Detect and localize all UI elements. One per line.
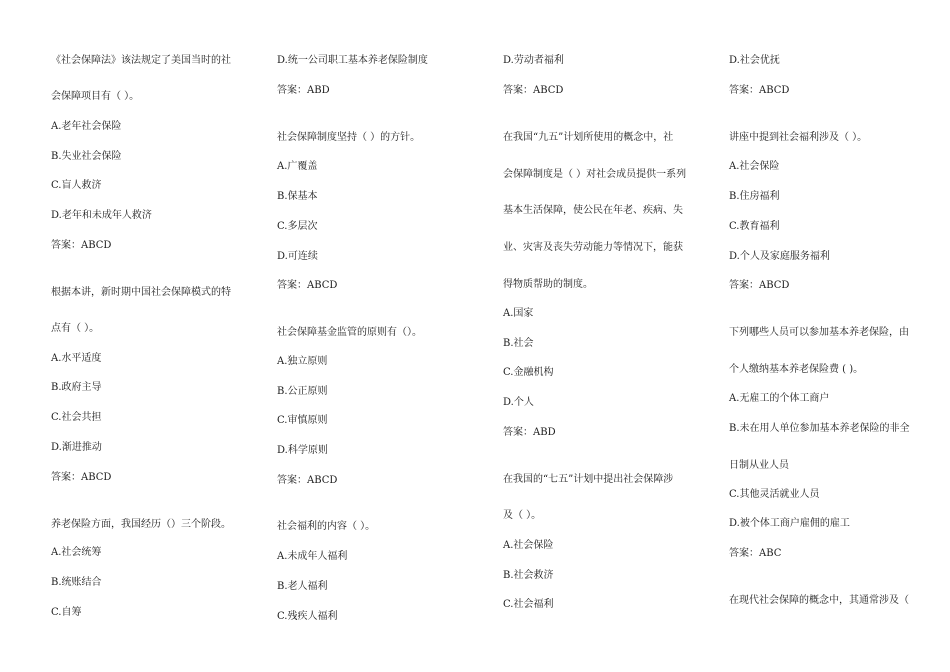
option-a: A.无雇工的个体工商户	[729, 393, 830, 404]
option-d: D.被个体工商户雇佣的雇工	[729, 518, 850, 529]
question-text: 及（ ）。	[503, 510, 542, 521]
answer: 答案：ABCD	[51, 240, 112, 251]
option-d: D.个人及家庭服务福利	[729, 251, 830, 262]
answer: 答案：ABC	[729, 548, 782, 559]
answer: 答案：ABD	[277, 85, 330, 96]
question-text: 根据本讲，新时期中国社会保障模式的特	[51, 287, 231, 298]
option-b: B.住房福利	[729, 191, 780, 202]
question-text: 点有（ ）。	[51, 323, 100, 334]
option-b: B.保基本	[277, 191, 318, 202]
option-a: A.水平适度	[51, 353, 102, 364]
option-c: C.社会共担	[51, 412, 102, 423]
question-text: 社会福利的内容（ ）。	[277, 521, 376, 532]
answer: 答案：ABCD	[277, 280, 338, 291]
option-a: A.社会统筹	[51, 547, 102, 558]
question-text: 社会保障基金监管的原则有（）。	[277, 327, 422, 338]
option-a: A.独立原则	[277, 356, 328, 367]
option-c: C.盲人救济	[51, 180, 102, 191]
option-d: D.渐进推动	[51, 442, 102, 453]
option-d: D.可连续	[277, 251, 318, 262]
answer: 答案：ABCD	[51, 472, 112, 483]
option-c: C.自筹	[51, 607, 82, 618]
question-text: 在现代社会保障的概念中，其通常涉及（	[729, 595, 909, 606]
question-text: 得物质帮助的制度。	[503, 279, 593, 290]
answer: 答案：ABD	[503, 427, 556, 438]
option-c: C.其他灵活就业人员	[729, 489, 820, 500]
option-b: B.社会	[503, 338, 534, 349]
option-a: A.广覆盖	[277, 161, 318, 172]
question-text: 养老保险方面，我国经历（）三个阶段。	[51, 519, 231, 530]
option-a: A.未成年人福利	[277, 551, 348, 562]
question-text: 在我国的“七五”计划中提出社会保障涉	[503, 474, 674, 485]
question-text: 业、灾害及丧失劳动能力等情况下，能获	[503, 242, 683, 253]
option-a: A.老年社会保险	[51, 121, 122, 132]
option-d: D.老年和未成年人救济	[51, 210, 152, 221]
question-text: 社会保障制度坚持（ ）的方针。	[277, 132, 421, 143]
option-a: A.社会保险	[729, 161, 780, 172]
answer: 答案：ABCD	[503, 85, 564, 96]
option-b: B.统账结合	[51, 577, 102, 588]
answer: 答案：ABCD	[729, 85, 790, 96]
option-c: C.多层次	[277, 221, 318, 232]
option-b: B.社会救济	[503, 570, 554, 581]
option-b: B.政府主导	[51, 382, 102, 393]
option-c: C.金融机构	[503, 367, 554, 378]
option-b: B.老人福利	[277, 581, 328, 592]
option-b: B.未在用人单位参加基本养老保险的非全	[729, 423, 910, 434]
question-text: 会保障项目有（ ）。	[51, 91, 140, 102]
option-b-continued: 日制从业人员	[729, 460, 789, 471]
option-a: A.社会保险	[503, 540, 554, 551]
option-a: A.国家	[503, 308, 534, 319]
option-c: C.审慎原则	[277, 415, 328, 426]
question-text: 下列哪些人员可以参加基本养老保险，由	[729, 327, 909, 338]
option-d: D.统一公司职工基本养老保险制度	[277, 55, 428, 66]
question-text: 个人缴纳基本养老保险费 ( )。	[729, 364, 864, 375]
question-text: 基本生活保障，使公民在年老、疾病、失	[503, 205, 683, 216]
option-b: B.公正原则	[277, 386, 328, 397]
option-c: C.残疾人福利	[277, 611, 338, 622]
option-c: C.教育福利	[729, 221, 780, 232]
answer: 答案：ABCD	[729, 280, 790, 291]
answer: 答案：ABCD	[277, 475, 338, 486]
option-b: B.失业社会保险	[51, 151, 122, 162]
question-text: 《社会保障法》该法规定了美国当时的社	[51, 55, 231, 66]
option-d: D.个人	[503, 397, 534, 408]
option-d: D.科学原则	[277, 445, 328, 456]
option-c: C.社会福利	[503, 599, 554, 610]
question-text: 会保障制度是（ ）对社会成员提供一系列	[503, 169, 687, 180]
option-d: D.社会优抚	[729, 55, 780, 66]
option-d: D.劳动者福利	[503, 55, 564, 66]
question-text: 讲座中提到社会福利涉及（ ）。	[729, 132, 868, 143]
question-text: 在我国“九五”计划所使用的概念中，社	[503, 132, 674, 143]
